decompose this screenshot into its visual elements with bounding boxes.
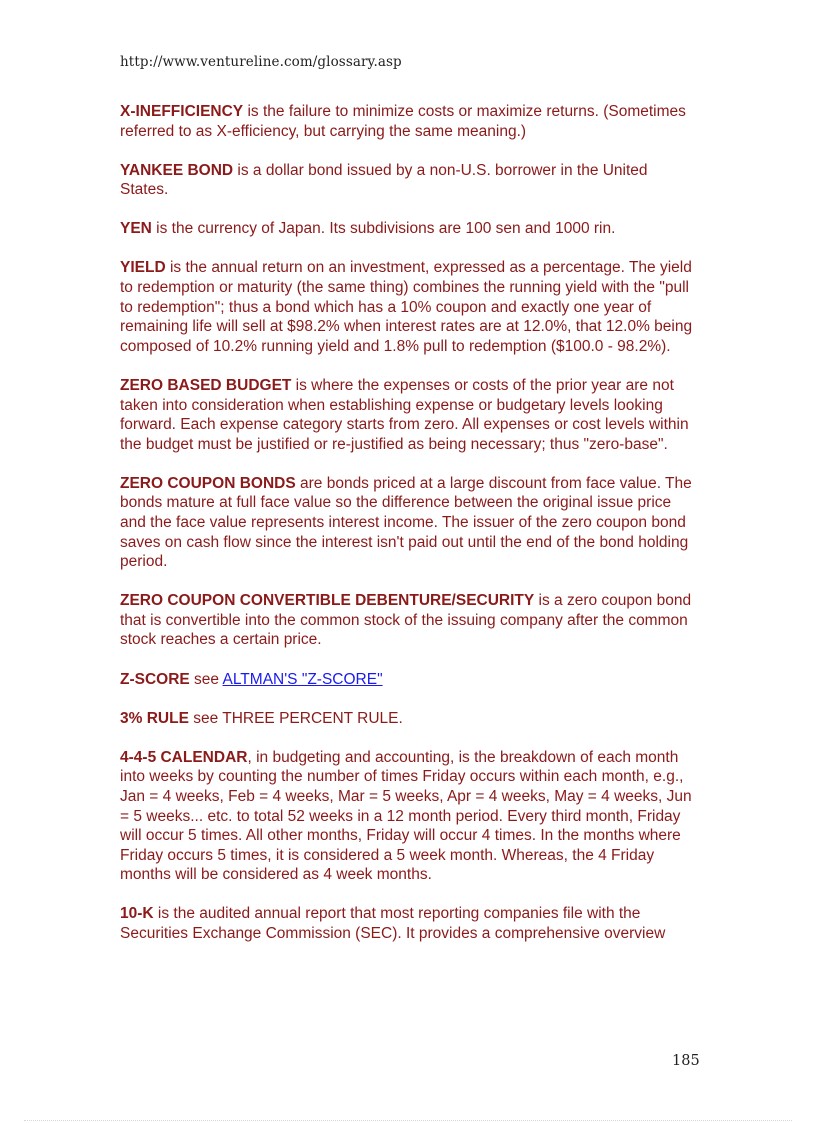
header-url: http://www.ventureline.com/glossary.asp (120, 54, 402, 70)
definition: , in budgeting and accounting, is the breakdown of each month into weeks by counting the number of times Friday occurs within each month, e.g., Jan = 4 weeks, Feb = 4 weeks, Mar = 5 weeks, Apr = 4 weeks, May = 4 weeks, Jun = 5 weeks... etc. to total 52 weeks in a 12 month period. Every third month, Friday will occur 5 times. All other months, Friday will occur 4 times. In the months where Friday occurs 5 times, it is considered a 5 week month. Whereas, the 4 Friday months will be considered as 4 week months. (120, 748, 692, 884)
altman-z-score-link[interactable]: ALTMAN'S "Z-SCORE" (222, 670, 383, 688)
glossary-entry-yen (120, 219, 695, 239)
glossary-entry-yield (120, 258, 695, 356)
glossary-entry-3-percent-rule (120, 709, 695, 729)
term: 4-4-5 CALENDAR (120, 748, 248, 766)
glossary-content (120, 102, 695, 963)
definition: see (189, 670, 223, 688)
glossary-entry-yankee-bond (120, 161, 695, 200)
definition: is where the expenses or costs of the prior year are not taken into consideration when establishing expense or budgetary levels looking forward. Each expense category starts from zero. All expenses or cost levels within the budget must be justified or re-justified as being necessary; thus "zero-base". (120, 376, 689, 453)
definition: is the annual return on an investment, expressed as a percentage. The yield to redemption or maturity (the same thing) combines the running yield with the "pull to redemption"; thus a bond which has a 10% coupon and exactly one year of remaining life will sell at $98.2% when interest rates are at 12.0%, that 12.0% being composed of 10.2% running yield and 1.8% pull to redemption ($100.0 - 98.2%). (120, 259, 693, 355)
glossary-entry-zero-coupon-bonds (120, 474, 695, 572)
page-bottom-divider (24, 1120, 792, 1121)
definition: is the failure to minimize costs or maximize returns. (Sometimes referred to as X-efficiency, but carrying the same meaning.) (120, 103, 686, 140)
definition: is a zero coupon bond that is convertible into the common stock of the issuing company after the common stock reaches a certain price. (120, 592, 692, 649)
glossary-entry-10-k (120, 904, 695, 943)
definition: is the currency of Japan. Its subdivisions are 100 sen and 1000 rin. (151, 220, 616, 238)
term: YIELD (120, 259, 166, 277)
definition: is a dollar bond issued by a non-U.S. borrower in the United States. (120, 161, 648, 199)
glossary-entry-zero-coupon-convertible (120, 591, 695, 650)
term: YANKEE BOND (120, 161, 234, 179)
term: Z-SCORE (120, 670, 190, 688)
glossary-entry-x-inefficiency (120, 102, 695, 141)
definition: are bonds priced at a large discount from face value. The bonds mature at full face value so the difference between the original issue price and the face value represents interest income. The issuer of the zero coupon bond saves on cash flow since the interest isn't paid out until the end of the bond holding period. (120, 474, 692, 571)
term: 3% RULE (120, 709, 189, 727)
page-number: 185 (672, 1053, 700, 1069)
term: ZERO BASED BUDGET (120, 376, 292, 394)
glossary-entry-zero-based-budget (120, 376, 695, 454)
definition: see THREE PERCENT RULE. (188, 709, 403, 727)
term: X-INEFFICIENCY (120, 103, 244, 120)
definition: is the audited annual report that most reporting companies file with the Securities Exchange Commission (SEC). It provides a comprehensive overview (120, 905, 666, 942)
glossary-entry-z-score (120, 670, 695, 690)
term: ZERO COUPON BONDS (120, 474, 296, 492)
term: ZERO COUPON CONVERTIBLE DEBENTURE/SECURITY (120, 592, 535, 610)
term: YEN (120, 220, 152, 238)
term: 10-K (120, 905, 154, 923)
glossary-entry-4-4-5-calendar (120, 748, 695, 885)
